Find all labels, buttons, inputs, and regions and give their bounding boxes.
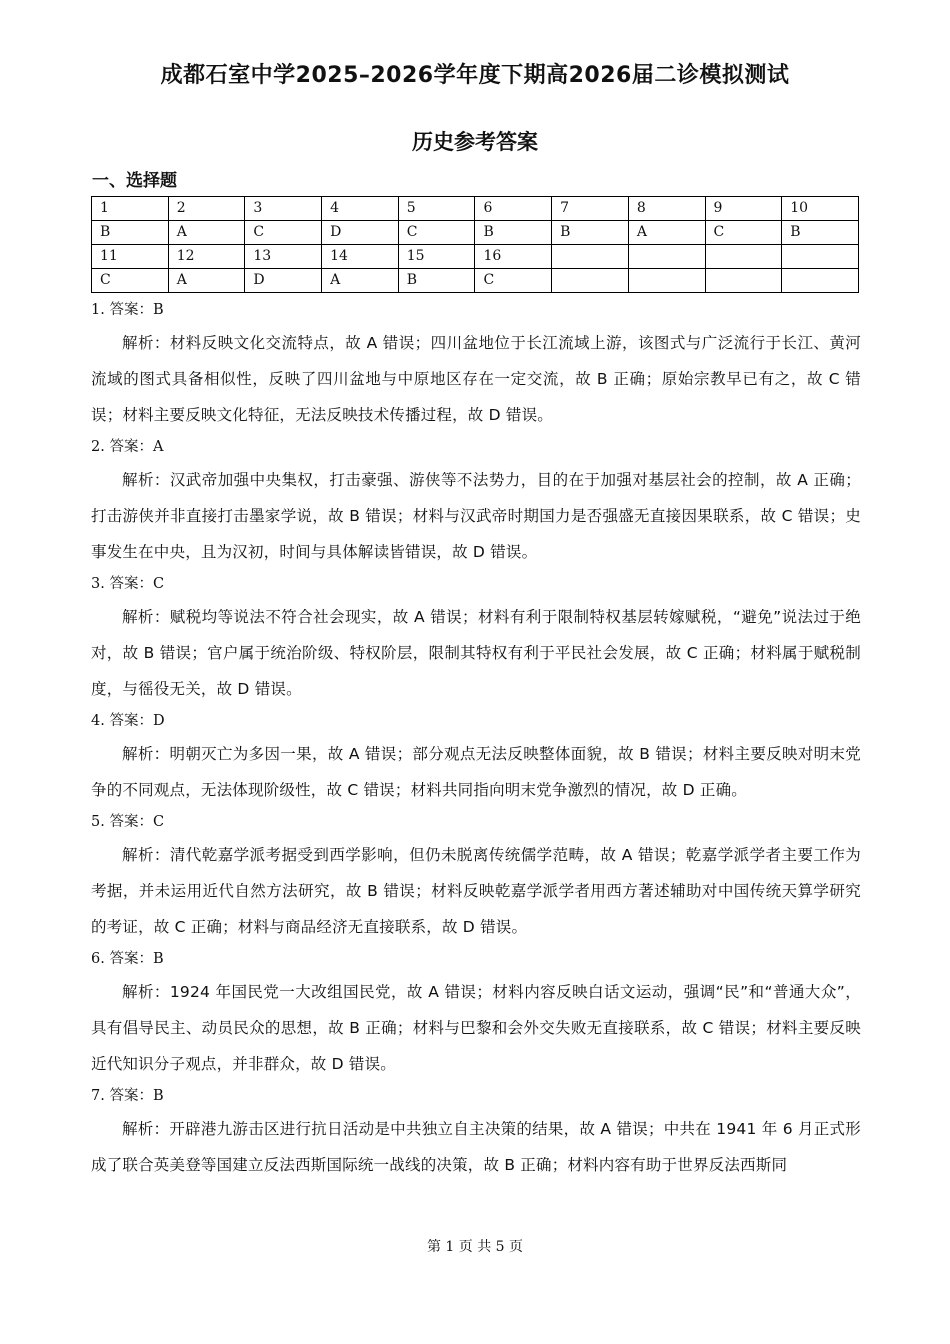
table-cell: 15 [398, 245, 475, 269]
answer-explanation: 解析：赋税均等说法不符合社会现实，故 A 错误；材料有利于限制特权基层转嫁赋税，“避免”说法过于绝对，故 B 错误；官户属于统治阶级、特权阶层，限制其特权有利于平民社会发展，故 C 正确；材料属于赋税制度，与徭役无关，故 D 错误。 [91, 608, 861, 698]
table-cell: 16 [475, 245, 552, 269]
table-cell: D [245, 269, 322, 293]
table-cell: 11 [92, 245, 169, 269]
table-cell [782, 269, 859, 293]
table-cell: A [168, 269, 245, 293]
answer-explanations [91, 296, 861, 1183]
answer-heading: 7. 答案：B [91, 1088, 164, 1104]
table-cell: C [92, 269, 169, 293]
table-cell: 9 [705, 197, 782, 221]
table-cell: 12 [168, 245, 245, 269]
document-subtitle: 历史参考答案 [412, 130, 538, 154]
answer-explanation: 解析：清代乾嘉学派考据受到西学影响，但仍未脱离传统儒学范畴，故 A 错误；乾嘉学派学者主要工作为考据，并未运用近代自然方法研究，故 B 错误；材料反映乾嘉学派学者用西方著述辅助对中国传统天算学研究的考证，故 C 正确；材料与商品经济无直接联系，故 D 错误。 [91, 846, 861, 936]
page-footer: 第 1 页 共 5 页 [426, 1239, 524, 1255]
table-cell: 6 [475, 197, 552, 221]
table-cell [705, 269, 782, 293]
section-heading: 一、选择题 [92, 171, 177, 191]
table-cell: 10 [782, 197, 859, 221]
answer-heading: 5. 答案：C [91, 814, 165, 830]
answer-explanation: 解析：材料反映文化交流特点，故 A 错误；四川盆地位于长江流域上游，该图式与广泛流行于长江、黄河流域的图式具备相似性，反映了四川盆地与中原地区存在一定交流，故 B 正确；原始宗教早已有之，故 C 错误；材料主要反映文化特征，无法反映技术传播过程，故 D 错误。 [91, 334, 861, 424]
table-cell: 14 [322, 245, 399, 269]
answer-explanation: 解析：1924 年国民党一大改组国民党，故 A 错误；材料内容反映白话文运动，强调“民”和“普通大众”，具有倡导民主、动员民众的思想，故 B 正确；材料与巴黎和会外交失败无直接联系，故 C 错误；材料主要反映近代知识分子观点，并非群众，故 D 错误。 [91, 983, 861, 1073]
answer-heading: 1. 答案：B [91, 302, 164, 318]
table-cell: 2 [168, 197, 245, 221]
table-cell: 8 [628, 197, 705, 221]
answer-explanation: 解析：明朝灭亡为多因一果，故 A 错误；部分观点无法反映整体面貌，故 B 错误；材料主要反映对明末党争的不同观点，无法体现阶级性，故 C 错误；材料共同指向明末党争激烈的情况，故 D 正确。 [91, 745, 861, 799]
table-cell [628, 245, 705, 269]
table-cell: 13 [245, 245, 322, 269]
table-row [92, 221, 859, 245]
table-cell [552, 269, 629, 293]
table-cell: A [628, 221, 705, 245]
table-cell: D [322, 221, 399, 245]
table-cell: C [245, 221, 322, 245]
table-cell: 4 [322, 197, 399, 221]
table-cell: B [552, 221, 629, 245]
answer-heading: 2. 答案：A [91, 439, 164, 455]
table-cell: 7 [552, 197, 629, 221]
table-row [92, 197, 859, 221]
table-cell: B [398, 269, 475, 293]
table-cell: C [705, 221, 782, 245]
table-cell: 3 [245, 197, 322, 221]
table-cell: B [782, 221, 859, 245]
answer-explanation: 解析：开辟港九游击区进行抗日活动是中共独立自主决策的结果，故 A 错误；中共在 1941 年 6 月正式形成了联合英美登等国建立反法西斯国际统一战线的决策，故 B 正确；材料内容有助于世界反法西斯同 [91, 1120, 861, 1174]
table-cell: B [475, 221, 552, 245]
table-cell [628, 269, 705, 293]
table-cell: B [92, 221, 169, 245]
answer-heading: 3. 答案：C [91, 576, 165, 592]
table-cell [552, 245, 629, 269]
table-cell: C [475, 269, 552, 293]
answer-heading: 4. 答案：D [91, 713, 165, 729]
answer-table [91, 196, 859, 293]
table-cell: A [168, 221, 245, 245]
table-cell: A [322, 269, 399, 293]
answer-explanation: 解析：汉武帝加强中央集权，打击豪强、游侠等不法势力，目的在于加强对基层社会的控制，故 A 正确；打击游侠并非直接打击墨家学说，故 B 错误；材料与汉武帝时期国力是否强盛无直接因果联系，故 C 错误；史事发生在中央，且为汉初，时间与具体解读皆错误，故 D 错误。 [91, 471, 861, 561]
table-cell [705, 245, 782, 269]
answer-heading: 6. 答案：B [91, 951, 164, 967]
table-row [92, 245, 859, 269]
table-cell: 5 [398, 197, 475, 221]
table-cell: 1 [92, 197, 169, 221]
document-title: 成都石室中学2025–2026学年度下期高2026届二诊模拟测试 [160, 63, 790, 88]
table-cell: C [398, 221, 475, 245]
table-cell [782, 245, 859, 269]
table-row [92, 269, 859, 293]
